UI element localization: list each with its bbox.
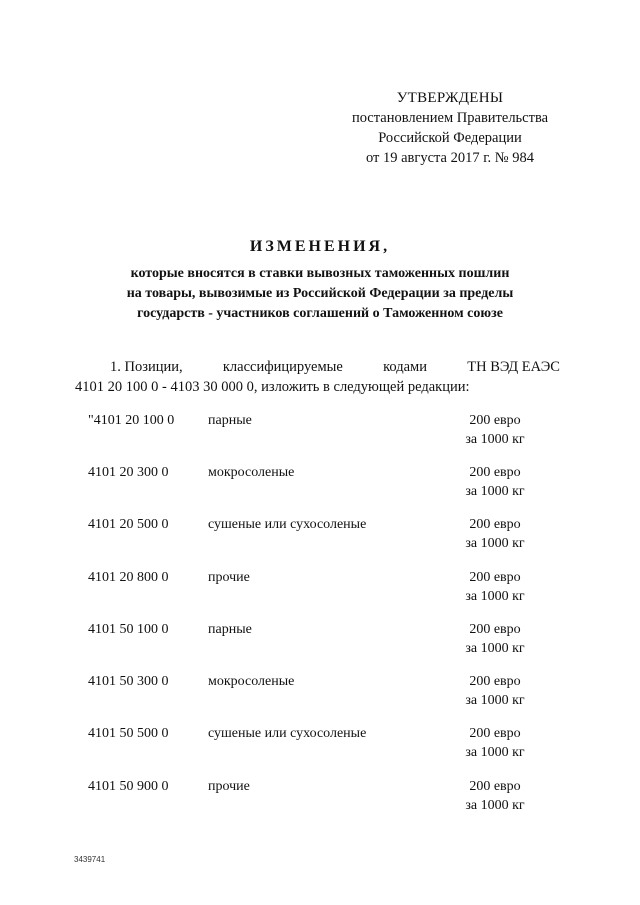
rate-unit: за 1000 кг: [465, 536, 525, 551]
approval-line-3: от 19 августа 2017 г. № 984: [365, 150, 535, 166]
rate-amount: 200 евро: [469, 726, 521, 741]
rate-amount: 200 евро: [469, 779, 521, 794]
row-code: 4101 50 100 0: [88, 622, 169, 637]
subtitle-line-1: которые вносятся в ставки вывозных таможенных пошлин: [130, 266, 510, 281]
approval-title: УТВЕРЖДЕНЫ: [396, 90, 504, 106]
row-rate: [455, 724, 535, 762]
row-rate: [455, 620, 535, 658]
subtitle-line-2: на товары, вывозимые из Российской Федерации за пределы: [126, 286, 514, 301]
rate-amount: 200 евро: [469, 674, 521, 689]
document-id: 3439741: [74, 855, 106, 864]
row-code: 4101 50 500 0: [88, 726, 169, 741]
approval-line-1: постановлением Правительства: [351, 110, 549, 126]
intro-word-1: 1. Позиции,: [110, 359, 183, 375]
row-code: 4101 20 500 0: [88, 517, 169, 532]
rate-amount: 200 евро: [469, 570, 521, 585]
rate-unit: за 1000 кг: [465, 693, 525, 708]
intro-word-4: ТН ВЭД ЕАЭС: [467, 359, 560, 375]
row-rate: [455, 672, 535, 710]
row-code: 4101 50 900 0: [88, 779, 169, 794]
row-description: прочие: [208, 779, 250, 794]
rate-amount: 200 евро: [469, 465, 521, 480]
row-description: прочие: [208, 570, 250, 585]
row-code: 4101 20 300 0: [88, 465, 169, 480]
intro-paragraph: [75, 357, 560, 397]
intro-word-2: классифицируемые: [222, 359, 343, 375]
rate-amount: 200 евро: [469, 517, 521, 532]
document-subtitle: [70, 264, 570, 324]
row-rate: [455, 568, 535, 606]
rate-amount: 200 евро: [469, 622, 521, 637]
row-rate: [455, 463, 535, 501]
document-title: ИЗМЕНЕНИЯ,: [249, 238, 391, 255]
row-code: "4101 20 100 0: [88, 413, 175, 428]
subtitle-line-3: государств - участников соглашений о Таможенном союзе: [137, 306, 503, 321]
rate-unit: за 1000 кг: [465, 484, 525, 499]
row-description: парные: [208, 413, 252, 428]
row-description: мокросоленые: [208, 465, 295, 480]
row-description: сушеные или сухосоленые: [208, 517, 367, 532]
row-description: сушеные или сухосоленые: [208, 726, 367, 741]
row-rate: [455, 411, 535, 449]
row-rate: [455, 515, 535, 553]
intro-word-3: кодами: [383, 359, 427, 375]
rate-unit: за 1000 кг: [465, 432, 525, 447]
row-code: 4101 50 300 0: [88, 674, 169, 689]
row-description: мокросоленые: [208, 674, 295, 689]
intro-line-1: [75, 357, 560, 377]
rate-unit: за 1000 кг: [465, 798, 525, 813]
approval-block: [330, 88, 570, 168]
rate-unit: за 1000 кг: [465, 589, 525, 604]
row-description: парные: [208, 622, 252, 637]
row-code: 4101 20 800 0: [88, 570, 169, 585]
intro-line-2: 4101 20 100 0 - 4103 30 000 0, изложить в следующей редакции:: [75, 379, 470, 395]
rate-unit: за 1000 кг: [465, 745, 525, 760]
approval-line-2: Российской Федерации: [378, 130, 522, 146]
row-rate: [455, 777, 535, 815]
rate-amount: 200 евро: [469, 413, 521, 428]
rate-unit: за 1000 кг: [465, 641, 525, 656]
